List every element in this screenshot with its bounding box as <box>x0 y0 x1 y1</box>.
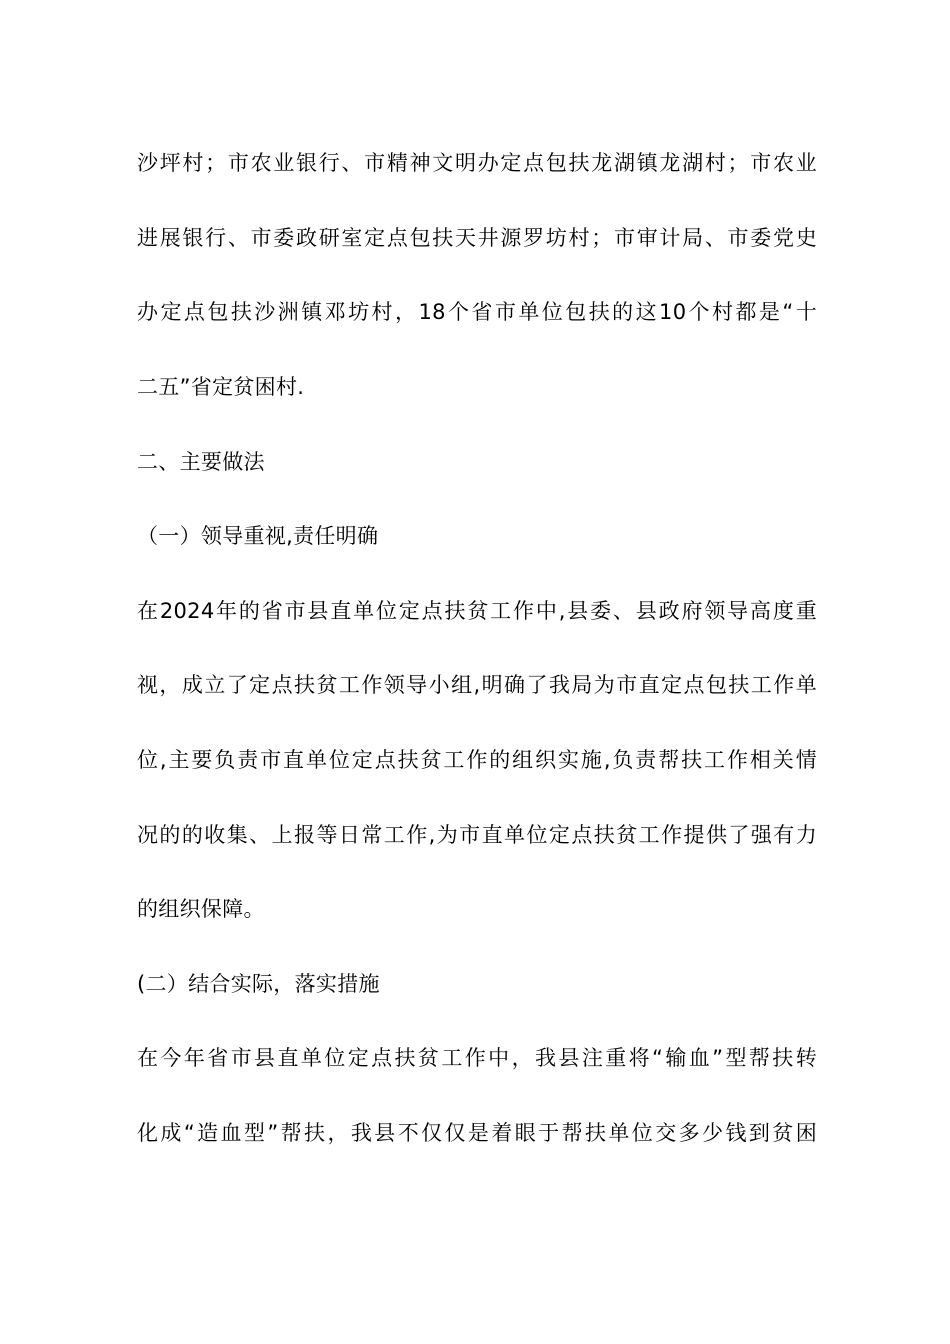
subsection-heading: （一）领导重视,责任明确 <box>137 524 379 548</box>
body-text-line: 化成“造血型”帮扶，我县不仅仅是着眼于帮扶单位交多少钱到贫困 <box>137 1121 817 1145</box>
body-text-line: 位,主要负责市直单位定点扶贫工作的组织实施,负责帮扶工作相关情 <box>137 748 817 772</box>
body-text-line: 沙坪村；市农业银行、市精神文明办定点包扶龙湖镇龙湖村；市农业 <box>137 151 817 175</box>
body-text-line: 视，成立了定点扶贫工作领导小组,明确了我局为市直定点包扶工作单 <box>137 673 817 697</box>
body-text-line: 进展银行、市委政研室定点包扶天井源罗坊村；市审计局、市委党史 <box>137 226 817 250</box>
body-text-line: 况的的收集、上报等日常工作,为市直单位定点扶贫工作提供了强有力 <box>137 823 817 847</box>
subsection-heading: (二）结合实际，落实措施 <box>137 972 380 996</box>
body-text-line: 在2024年的省市县直单位定点扶贫工作中,县委、县政府领导高度重 <box>137 599 817 623</box>
body-text-line: 在今年省市县直单位定点扶贫工作中，我县注重将“输血”型帮扶转 <box>137 1046 817 1070</box>
body-text-line: 二五”省定贫困村. <box>137 375 305 399</box>
body-text-line: 办定点包扶沙洲镇邓坊村，18个省市单位包扶的这10个村都是“十 <box>137 300 817 324</box>
body-text-line: 的组织保障。 <box>137 897 265 921</box>
section-heading: 二、主要做法 <box>137 450 265 474</box>
